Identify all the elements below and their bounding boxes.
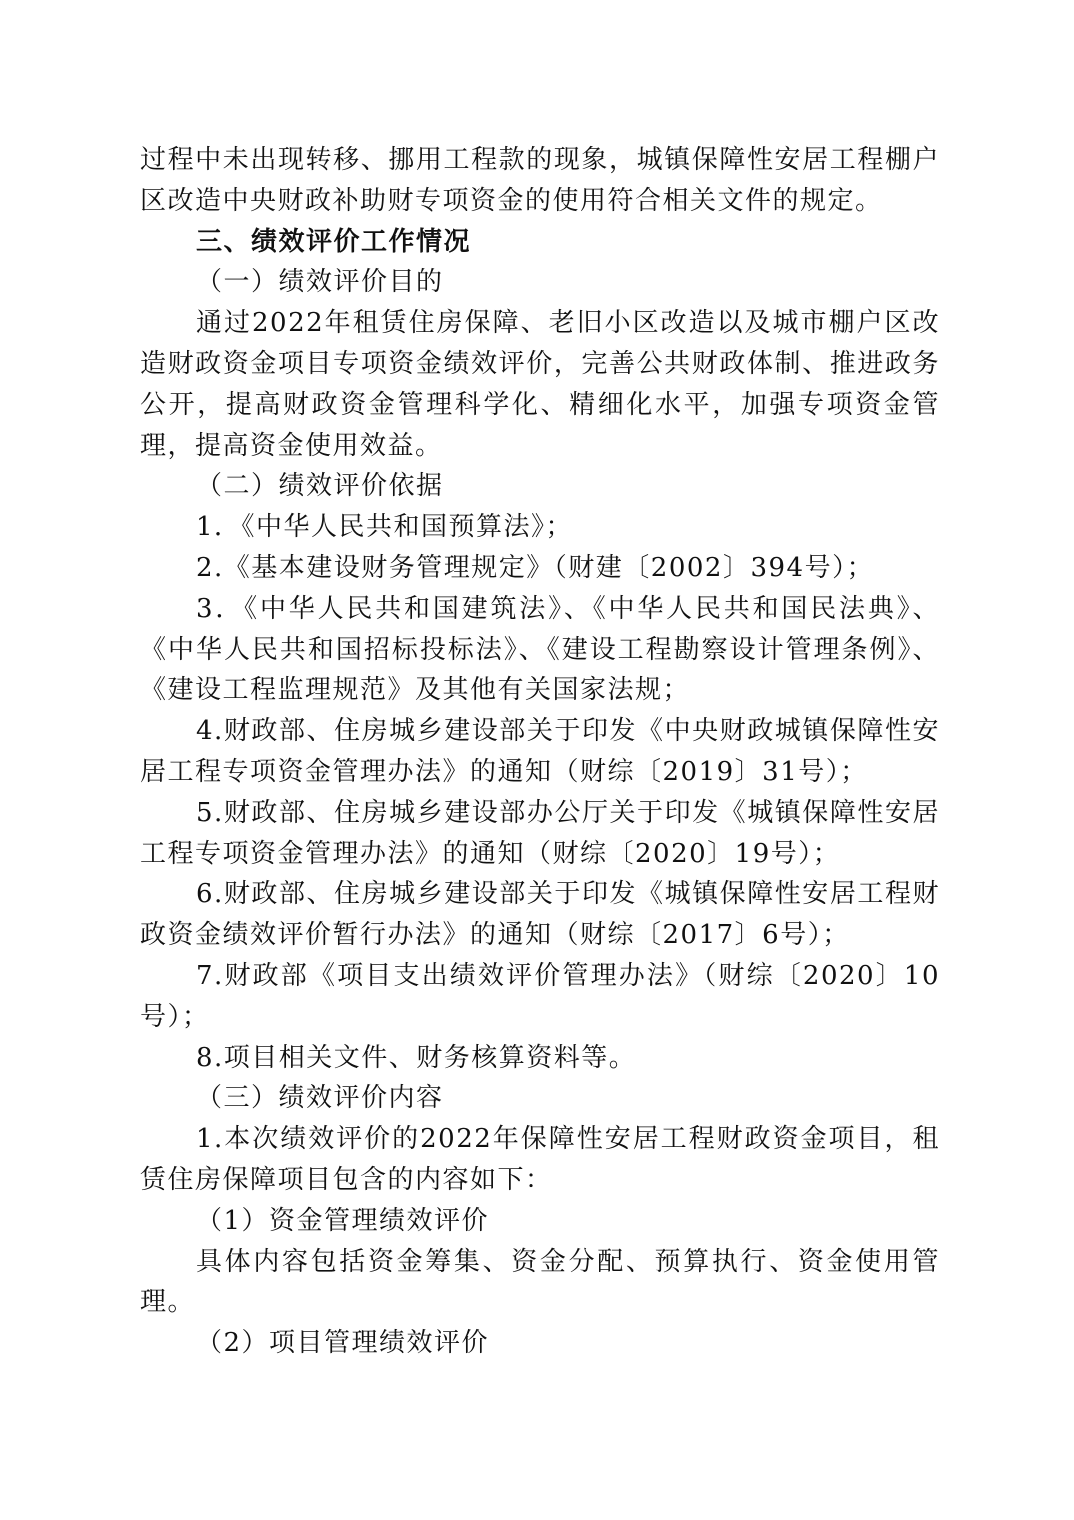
- subheading-fund-management: （1）资金管理绩效评价: [196, 1205, 490, 1236]
- subheading-evaluation-content: （三）绩效评价内容: [196, 1083, 444, 1114]
- subheading-evaluation-basis: （二）绩效评价依据: [196, 471, 444, 502]
- paragraph-fund-management: 具体内容包括资金筹集、资金分配、预算执行、资金使用管理。: [140, 1246, 940, 1318]
- list-item-basis-4: 4.财政部、住房城乡建设部关于印发《中央财政城镇保障性安居工程专项资金管理办法》的通知（财综〔2019〕31号）；: [140, 716, 940, 787]
- paragraph-continuation: 过程中未出现转移、挪用工程款的现象，城镇保障性安居工程棚户区改造中央财政补助财专项资金的使用符合相关文件的规定。: [140, 145, 940, 216]
- document-body: [140, 140, 940, 1364]
- list-item-basis-1: 1．《中华人民共和国预算法》；: [196, 512, 574, 543]
- list-item-basis-2: 2.《基本建设财务管理规定》（财建〔2002〕394号）；: [196, 552, 875, 583]
- paragraph-evaluation-purpose: 通过2022年租赁住房保障、老旧小区改造以及城市棚户区改造财政资金项目专项资金绩效评价，完善公共财政体制、推进政务公开，提高财政资金管理科学化、精细化水平，加强专项资金管理，提高资金使用效益。: [140, 308, 940, 461]
- subheading-project-management: （2）项目管理绩效评价: [196, 1328, 490, 1359]
- paragraph-content-intro: 1.本次绩效评价的2022年保障性安居工程财政资金项目，租赁住房保障项目包含的内容如下：: [140, 1124, 940, 1195]
- list-item-basis-6: 6.财政部、住房城乡建设部关于印发《城镇保障性安居工程财政资金绩效评价暂行办法》的通知（财综〔2017〕6号）；: [140, 879, 940, 951]
- subheading-evaluation-purpose: （一）绩效评价目的: [196, 267, 444, 298]
- section-heading-performance-evaluation: 三、绩效评价工作情况: [196, 226, 472, 257]
- list-item-basis-5: 5.财政部、住房城乡建设部办公厅关于印发《城镇保障性安居工程专项资金管理办法》的通知（财综〔2020〕19号）；: [140, 797, 940, 869]
- list-item-basis-3: 3．《中华人民共和国建筑法》、《中华人民共和国民法典》、《中华人民共和国招标投标法》、《建设工程勘察设计管理条例》、《建设工程监理规范》及其他有关国家法规；: [140, 593, 940, 706]
- list-item-basis-8: 8.项目相关文件、财务核算资料等。: [196, 1042, 637, 1073]
- list-item-basis-7: 7.财政部《项目支出绩效评价管理办法》（财综〔2020〕10号）；: [140, 960, 940, 1032]
